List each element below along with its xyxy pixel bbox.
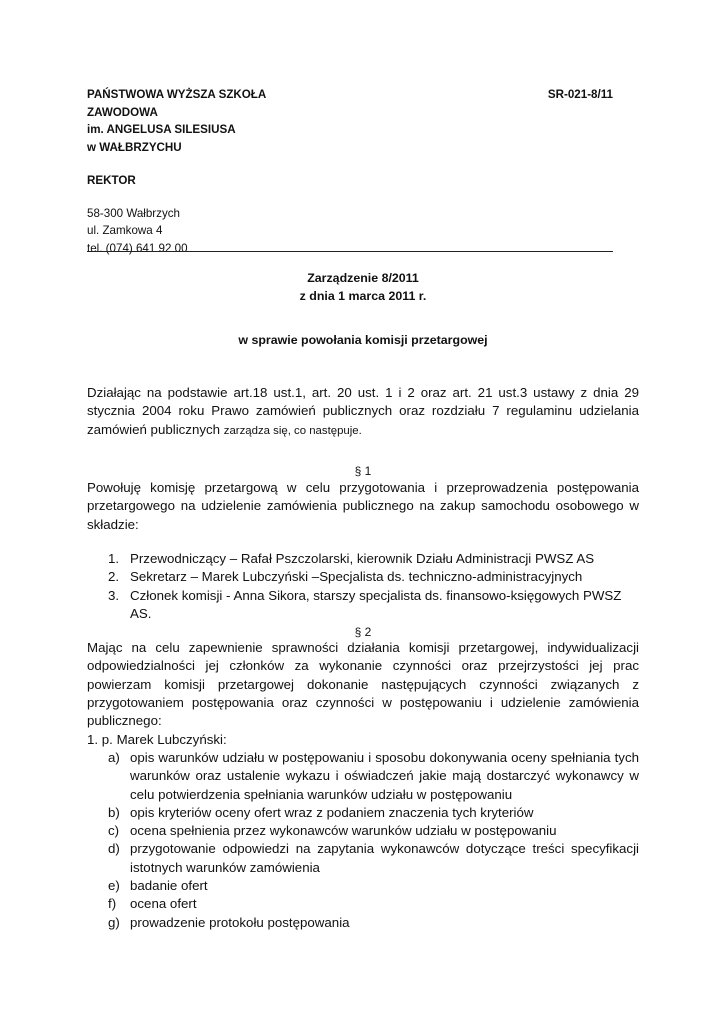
list-letter: e) (108, 878, 120, 894)
list-item (87, 550, 639, 568)
list-item (87, 877, 639, 895)
institution-line: PAŃSTWOWA WYŻSZA SZKOŁA (87, 88, 267, 101)
institution-line: w WAŁBRZYCHU (87, 140, 182, 154)
section-1-text: Powołuję komisję przetargową w celu przygotowania i przeprowadzenia postępowania przetargowego na udzielenie zamówienia publicznego na zakup samochodu osobowego w składzie: (87, 480, 639, 532)
commission-members-list (87, 550, 639, 623)
document-title (87, 269, 639, 305)
list-letter: b) (108, 804, 120, 820)
title-line: Zarządzenie 8/2011 (307, 271, 419, 285)
list-item (87, 587, 639, 624)
list-letter: d) (108, 841, 120, 857)
list-item (87, 568, 639, 586)
title-date: z dnia 1 marca 2011 r. (299, 289, 427, 303)
task-text: przygotowanie odpowiedzi na zapytania wykonawców dotyczące treści specyfikacji istotnych warunków zamówienia (130, 841, 639, 875)
assigned-person: 1. p. Marek Lubczyński: (87, 732, 227, 747)
task-text: badanie ofert (130, 878, 208, 894)
list-number: 3. (108, 587, 120, 603)
task-text: prowadzenie protokołu postępowania (130, 914, 350, 930)
list-letter: a) (108, 750, 120, 765)
address (87, 205, 613, 258)
task-text: ocena ofert (130, 896, 197, 912)
header-divider (87, 251, 613, 252)
address-line: ul. Zamkowa 4 (87, 224, 163, 237)
list-item (87, 804, 639, 822)
issuer-role: REKTOR (87, 174, 136, 187)
list-item (87, 914, 639, 932)
list-number: 1. (108, 551, 120, 566)
institution-line: im. ANGELUSA SILESIUSA (87, 123, 236, 136)
list-item (87, 822, 639, 840)
list-item (87, 749, 639, 804)
institution-name (87, 86, 613, 156)
list-item (87, 840, 639, 877)
task-text: opis kryteriów oceny ofert wraz z podaniem znaczenia tych kryteriów (130, 804, 534, 820)
document-reference: SR-021-8/11 (547, 88, 613, 101)
intro-text: Działając na podstawie art.18 ust.1, art. 20 ust. 1 i 2 oraz art. 21 ust.3 ustawy z dnia 29 stycznia 2004 roku Prawo zamówień publicznych oraz rozdziału 7 regulaminu udzielania zamówień publicznych (87, 385, 639, 437)
letterhead (87, 86, 613, 257)
document-subject: w sprawie powołania komisji przetargowej (238, 333, 488, 347)
task-list (87, 749, 639, 932)
list-letter: g) (108, 914, 120, 930)
section-1-heading: § 1 (354, 464, 372, 478)
member-text: Sekretarz – Marek Lubczyński –Specjalista ds. techniczno-administracyjnych (130, 569, 583, 585)
intro-paragraph (87, 384, 639, 440)
section-2-heading: § 2 (354, 625, 372, 639)
section-2-text: Mając na celu zapewnienie sprawności działania komisji przetargowej, indywidualizacji odpowiedzialności jej członków za wykonanie czynności oraz przejrzystości jej prac powierzam komisji przetargowej dokonanie następujących czynności związanych z przygotowaniem postępowania oraz czynności w postępowaniu i udzielenie zamówienia publicznego: (87, 640, 639, 729)
list-item (87, 895, 639, 913)
institution-line: ZAWODOWA (87, 105, 158, 119)
task-text: ocena spełnienia przez wykonawców warunków udziału w postępowaniu (130, 823, 557, 839)
intro-tail: zarządza się, co następuje. (223, 424, 362, 437)
member-text: Członek komisji - Anna Sikora, starszy specjalista ds. finansowo-księgowych PWSZ AS. (130, 587, 622, 621)
list-number: 2. (108, 569, 120, 585)
address-line: 58-300 Wałbrzych (87, 206, 181, 220)
list-letter: c) (108, 823, 120, 839)
address-line: tel. (074) 641 92 00 (87, 241, 188, 255)
task-text: opis warunków udziału w postępowaniu i sposobu dokonywania oceny spełniania tych warunków oraz ustalenie wykazu i oświadczeń jakie mają dostarczyć wykonawcy w celu potwierdzenia spełniania warunków udziału w postępowaniu (130, 750, 639, 802)
member-text: Przewodniczący – Rafał Pszczolarski, kierownik Działu Administracji PWSZ AS (130, 551, 595, 566)
list-letter: f) (108, 896, 117, 912)
